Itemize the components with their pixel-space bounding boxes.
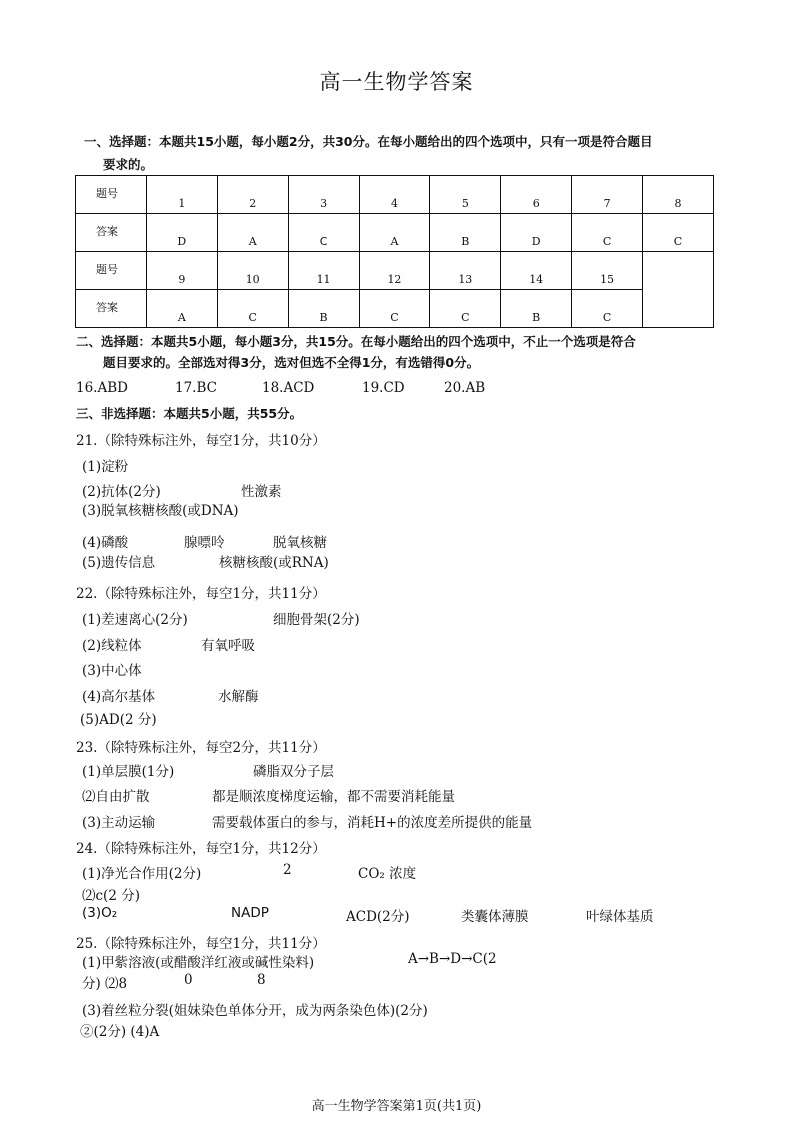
row-label-question: 题号: [76, 176, 147, 214]
q25-line: A→B→D→C(2: [408, 951, 497, 967]
q23-line: 需要载体蛋白的参与，消耗H+的浓度差所提供的能量: [212, 815, 533, 831]
table-cell: B: [288, 290, 359, 328]
q21-line: 性激素: [241, 484, 282, 500]
table-cell: A: [217, 214, 288, 252]
q22-line: 有氧呼吸: [201, 638, 255, 654]
q24-line: CO₂ 浓度: [358, 866, 417, 882]
q25-line: ②(2分) (4)A: [80, 1024, 160, 1040]
table-cell: A: [146, 290, 217, 328]
table-cell: 3: [288, 176, 359, 214]
table-cell-empty: [643, 252, 714, 328]
q23-line: 都是顺浓度梯度运输，都不需要消耗能量: [212, 789, 455, 805]
table-cell: A: [359, 214, 430, 252]
table-row-questions-2: [76, 252, 714, 290]
q21-line: (4)磷酸: [82, 535, 129, 551]
q22-line: (1)差速离心(2分): [82, 612, 188, 628]
q22-line: (3)中心体: [82, 663, 142, 679]
table-cell: 7: [572, 176, 643, 214]
table-cell: 4: [359, 176, 430, 214]
q24-line: (1)净光合作用(2分): [82, 866, 202, 882]
q24-line: NADP: [231, 905, 269, 921]
section2-instructions-line2: 题目要求的。全部选对得3分，选对但选不全得1分，有选错得0分。: [103, 355, 480, 370]
q22-header: 22.（除特殊标注外，每空1分，共11分）: [76, 586, 326, 602]
q25-line: 0: [184, 972, 193, 988]
table-cell: B: [501, 290, 572, 328]
q25-line: (1)甲紫溶液(或醋酸洋红液或碱性染料): [82, 955, 315, 971]
q21-line: 核糖核酸(或RNA): [219, 555, 329, 571]
table-cell: 5: [430, 176, 501, 214]
table-cell: 10: [217, 252, 288, 290]
table-cell: 15: [572, 252, 643, 290]
section3-heading: 三、非选择题：本题共5小题，共55分。: [76, 406, 303, 421]
answer-18: 18.ACD: [262, 380, 315, 396]
q24-line: 类囊体薄膜: [461, 909, 529, 925]
q21-line: 脱氧核糖: [273, 535, 327, 551]
q22-line: (2)线粒体: [82, 638, 142, 654]
page-title: 高一生物学答案: [319, 70, 474, 94]
section1-instructions-line1: 一、选择题：本题共15小题，每小题2分，共30分。在每小题给出的四个选项中，只有一项是符合题目: [84, 134, 653, 149]
q25-line: 分) ⑵8: [82, 976, 128, 992]
q23-header: 23.（除特殊标注外，每空2分，共11分）: [76, 740, 326, 756]
answer-19: 19.CD: [362, 380, 405, 396]
table-cell: C: [359, 290, 430, 328]
row-label-answer: 答案: [76, 290, 147, 328]
table-cell: C: [430, 290, 501, 328]
table-cell: C: [643, 214, 714, 252]
table-cell: C: [572, 214, 643, 252]
q24-line: 叶绿体基质: [586, 909, 654, 925]
q22-line: (4)高尔基体: [82, 689, 156, 705]
q22-line: 细胞骨架(2分): [273, 612, 360, 628]
q24-line: (3)O₂: [82, 905, 118, 921]
q23-line: (3)主动运输: [82, 815, 156, 831]
table-cell: C: [288, 214, 359, 252]
section2-instructions-line1: 二、选择题：本题共5小题，每小题3分，共15分。在每小题给出的四个选项中，不止一个选项是符合: [76, 334, 636, 349]
table-row-answers-1: [76, 214, 714, 252]
row-label-answer: 答案: [76, 214, 147, 252]
q24-line: ACD(2分): [346, 909, 410, 925]
table-cell: 8: [643, 176, 714, 214]
section1-instructions-line2: 要求的。: [103, 157, 154, 172]
table-cell: 14: [501, 252, 572, 290]
table-cell: 12: [359, 252, 430, 290]
q22-line: 水解酶: [218, 689, 259, 705]
table-cell: D: [146, 214, 217, 252]
answer-table: [75, 175, 714, 328]
table-cell: 2: [217, 176, 288, 214]
q23-line: 磷脂双分子层: [253, 764, 334, 780]
q21-line: (5)遗传信息: [82, 555, 156, 571]
table-cell: C: [217, 290, 288, 328]
q25-header: 25.（除特殊标注外，每空1分，共11分）: [76, 936, 326, 952]
q21-line: 腺嘌呤: [184, 535, 225, 551]
q21-line: (1)淀粉: [82, 459, 129, 475]
q21-line: (3)脱氧核糖核酸(或DNA): [82, 503, 239, 519]
q24-line: 2: [283, 862, 292, 878]
answer-16: 16.ABD: [76, 380, 128, 396]
q23-line: (1)单层膜(1分): [82, 764, 175, 780]
q25-line: 8: [257, 972, 266, 988]
q21-line: (2)抗体(2分): [82, 484, 161, 500]
q24-header: 24.（除特殊标注外，每空1分，共12分）: [76, 841, 326, 857]
table-cell: 1: [146, 176, 217, 214]
table-cell: 9: [146, 252, 217, 290]
answer-20: 20.AB: [444, 380, 486, 396]
table-cell: 11: [288, 252, 359, 290]
table-row-questions-1: [76, 176, 714, 214]
answer-17: 17.BC: [175, 380, 217, 396]
q22-line: (5)AD(2 分): [80, 712, 157, 728]
table-cell: B: [430, 214, 501, 252]
table-row-answers-2: [76, 290, 714, 328]
page-footer: 高一生物学答案第1页(共1页): [311, 1099, 482, 1114]
table-cell: 13: [430, 252, 501, 290]
q24-line: ⑵c(2 分): [82, 888, 140, 904]
table-cell: D: [501, 214, 572, 252]
row-label-question: 题号: [76, 252, 147, 290]
table-cell: 6: [501, 176, 572, 214]
q23-line: ⑵自由扩散: [82, 789, 150, 805]
q25-line: (3)着丝粒分裂(姐妹染色单体分开，成为两条染色体)(2分): [82, 1003, 428, 1019]
table-cell: C: [572, 290, 643, 328]
q21-header: 21.（除特殊标注外，每空1分，共10分）: [76, 433, 326, 449]
